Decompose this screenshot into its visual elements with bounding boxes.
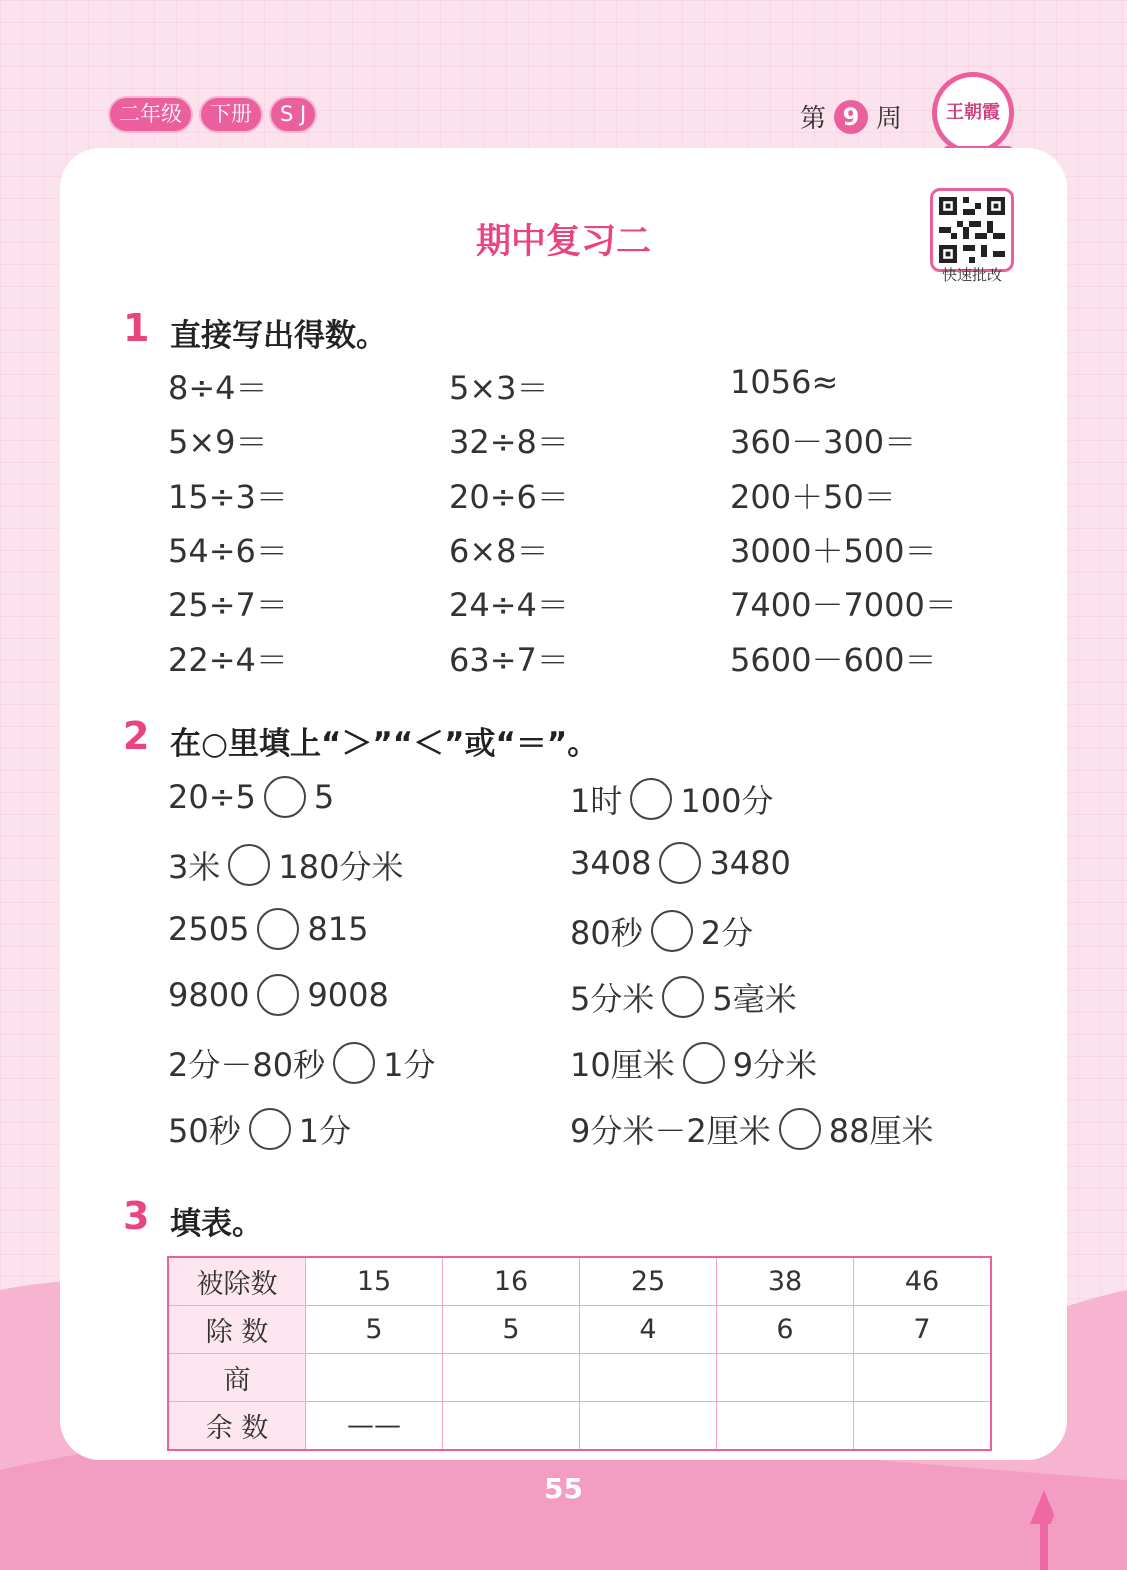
expr-c2-r5: 24÷4＝ <box>449 586 569 624</box>
answer-circle[interactable] <box>683 1042 725 1084</box>
compare-left-expr: 80秒 <box>570 914 643 952</box>
answer-circle[interactable] <box>630 778 672 820</box>
week-number: 9 <box>834 100 868 134</box>
table-cell: 15 <box>306 1257 443 1306</box>
row-label: 商 <box>168 1354 306 1402</box>
answer-circle[interactable] <box>228 844 270 886</box>
answer-cell[interactable] <box>443 1354 580 1402</box>
compare-left-expr: 5分米 <box>570 980 655 1018</box>
table-cell: 25 <box>580 1257 717 1306</box>
table-cell: 46 <box>854 1257 992 1306</box>
compare-left-expr: 2分－80秒 <box>168 1046 326 1084</box>
compare-left-expr: 9分米－2厘米 <box>570 1112 771 1150</box>
section-2-number: 2 <box>123 714 150 758</box>
compare-left-expr: 2505 <box>168 910 250 948</box>
compare-left-expr: 9800 <box>168 976 250 1014</box>
tag-edition: S J <box>271 98 315 131</box>
compare-right-expr: 88厘米 <box>828 1112 934 1150</box>
compare-left-2 <box>168 842 403 888</box>
expr-c3-r3: 200＋50＝ <box>730 478 896 516</box>
week-prefix: 第 <box>800 104 827 134</box>
table-row <box>168 1306 991 1354</box>
week-suffix: 周 <box>876 104 903 134</box>
section-2-title: 在○里填上“＞”“＜”或“＝”。 <box>170 726 599 762</box>
compare-right-expr: 180分米 <box>278 848 404 886</box>
tag-grade: 二年级 <box>110 98 191 131</box>
row-label: 除 数 <box>168 1306 306 1354</box>
compare-right-3 <box>570 908 753 954</box>
compare-right-expr: 5 <box>313 778 335 816</box>
expr-c2-r6: 63÷7＝ <box>449 641 569 679</box>
compare-right-expr: 9008 <box>307 976 389 1014</box>
qr-label: 快速批改 <box>941 266 1002 284</box>
expr-c3-r4: 3000＋500＝ <box>730 532 937 570</box>
answer-circle[interactable] <box>257 908 299 950</box>
compare-left-expr: 3408 <box>570 844 652 882</box>
compare-right-expr: 100分 <box>680 782 774 820</box>
compare-right-4 <box>570 974 797 1020</box>
answer-circle[interactable] <box>659 842 701 884</box>
expr-c3-r1: 1056≈ <box>730 363 839 401</box>
compare-right-expr: 2分 <box>700 914 754 952</box>
expr-c3-r5: 7400－7000＝ <box>730 586 957 624</box>
compare-right-expr: 5毫米 <box>712 980 797 1018</box>
tag-volume: 下册 <box>201 98 261 131</box>
compare-left-1 <box>168 776 334 818</box>
answer-circle[interactable] <box>651 910 693 952</box>
answer-cell[interactable] <box>854 1354 992 1402</box>
answer-circle[interactable] <box>662 976 704 1018</box>
dash-cell: —— <box>306 1402 443 1451</box>
compare-right-6 <box>570 1106 933 1152</box>
expr-c2-r4: 6×8＝ <box>449 532 549 570</box>
week-indicator <box>800 98 902 135</box>
expr-c1-r5: 25÷7＝ <box>168 586 288 624</box>
compare-right-expr: 815 <box>307 910 369 948</box>
table-row <box>168 1257 991 1306</box>
answer-cell[interactable] <box>306 1354 443 1402</box>
compare-left-3 <box>168 908 369 950</box>
compare-left-expr: 20÷5 <box>168 778 256 816</box>
expr-c3-r2: 360－300＝ <box>730 423 917 461</box>
answer-circle[interactable] <box>249 1108 291 1150</box>
table-cell: 5 <box>306 1306 443 1354</box>
expr-c3-r6: 5600－600＝ <box>730 641 937 679</box>
answer-cell[interactable] <box>580 1402 717 1451</box>
expr-c1-r2: 5×9＝ <box>168 423 268 461</box>
row-label: 被除数 <box>168 1257 306 1306</box>
section-3-number: 3 <box>123 1194 150 1238</box>
arrow-up-icon <box>1028 1490 1078 1570</box>
table-cell: 6 <box>717 1306 854 1354</box>
answer-circle[interactable] <box>779 1108 821 1150</box>
table-cell: 4 <box>580 1306 717 1354</box>
answer-cell[interactable] <box>717 1402 854 1451</box>
compare-left-4 <box>168 974 389 1016</box>
answer-cell[interactable] <box>717 1354 854 1402</box>
grade-tags <box>110 98 315 131</box>
table-cell: 38 <box>717 1257 854 1306</box>
compare-left-expr: 10厘米 <box>570 1046 675 1084</box>
answer-circle[interactable] <box>257 974 299 1016</box>
row-label: 余 数 <box>168 1402 306 1451</box>
expr-c1-r1: 8÷4＝ <box>168 369 268 407</box>
compare-right-5 <box>570 1040 817 1086</box>
expr-c2-r3: 20÷6＝ <box>449 478 569 516</box>
compare-left-expr: 3米 <box>168 848 221 886</box>
answer-cell[interactable] <box>580 1354 717 1402</box>
table-row <box>168 1402 991 1451</box>
expr-c1-r4: 54÷6＝ <box>168 532 288 570</box>
section-1-number: 1 <box>123 306 150 350</box>
division-table <box>167 1256 992 1451</box>
compare-left-expr: 1时 <box>570 782 623 820</box>
compare-right-2 <box>570 842 791 884</box>
expr-c2-r1: 5×3＝ <box>449 369 549 407</box>
table-cell: 7 <box>854 1306 992 1354</box>
answer-circle[interactable] <box>264 776 306 818</box>
answer-circle[interactable] <box>333 1042 375 1084</box>
page-title: 期中复习二 <box>475 222 651 262</box>
expr-c2-r2: 32÷8＝ <box>449 423 569 461</box>
compare-right-expr: 3480 <box>709 844 791 882</box>
table-row <box>168 1354 991 1402</box>
section-3-title: 填表。 <box>170 1206 263 1242</box>
compare-right-1 <box>570 776 773 822</box>
compare-right-expr: 1分 <box>383 1046 436 1084</box>
answer-cell[interactable] <box>443 1402 580 1451</box>
table-cell: 5 <box>443 1306 580 1354</box>
expr-c1-r3: 15÷3＝ <box>168 478 288 516</box>
compare-left-5 <box>168 1040 435 1086</box>
brand-name: 王朝霞 <box>946 102 1000 123</box>
compare-right-expr: 9分米 <box>732 1046 818 1084</box>
compare-right-expr: 1分 <box>298 1112 352 1150</box>
table-cell: 16 <box>443 1257 580 1306</box>
page-number: 55 <box>544 1472 583 1505</box>
compare-left-6 <box>168 1106 351 1152</box>
brand-logo <box>932 72 1014 154</box>
section-1-title: 直接写出得数。 <box>170 318 387 354</box>
compare-left-expr: 50秒 <box>168 1112 241 1150</box>
answer-cell[interactable] <box>854 1402 992 1451</box>
expr-c1-r6: 22÷4＝ <box>168 641 288 679</box>
